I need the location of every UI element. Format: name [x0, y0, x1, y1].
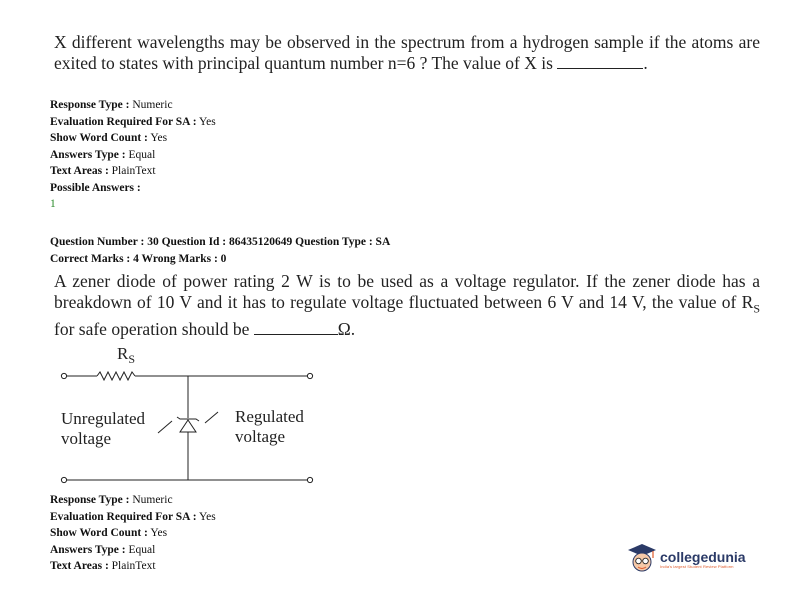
answer-blank-2 [254, 320, 338, 335]
question-1-suffix: . [643, 52, 648, 73]
regulated-voltage-label: voltage [235, 427, 286, 446]
answers-type-label: Answers Type : [50, 148, 126, 161]
evaluation-label: Evaluation Required For SA : [50, 115, 197, 128]
question-number-line: Question Number : 30 Question Id : 86435120649 Question Type : SA [50, 236, 391, 248]
question-1-body: X different wavelengths may be observed in the spectrum from a hydrogen sample if the atoms are exited to states with principal quantum number n=6 ? The value of X is [54, 32, 760, 73]
word-count-value: Yes [150, 132, 168, 144]
evaluation-label: Evaluation Required For SA : [50, 510, 197, 523]
evaluation-value: Yes [199, 510, 216, 523]
possible-answer-value: 1 [50, 198, 56, 210]
zener-regulator-circuit [55, 338, 325, 490]
response-type-label: Response Type : [50, 494, 130, 506]
word-count-label: Show Word Count : [50, 527, 148, 539]
evaluation-value: Yes [199, 115, 216, 128]
text-areas-label: Text Areas : [50, 165, 109, 177]
logo-tagline: India's largest Student Review Platform [660, 563, 734, 569]
answers-type-value: Equal [128, 148, 156, 161]
answers-type-value: Equal [128, 543, 156, 556]
question-2-metadata [50, 492, 216, 575]
question-2-body-end: for safe operation should be [54, 318, 254, 339]
word-count-value: Yes [150, 527, 168, 539]
text-areas-label: Text Areas : [50, 560, 109, 572]
response-type-value: Numeric [132, 494, 173, 506]
zener-diode-symbol [180, 420, 196, 432]
possible-answers-label: Possible Answers : [50, 181, 141, 194]
question-2-subscript: S [753, 301, 760, 315]
input-terminal-top [61, 373, 66, 378]
answer-blank [557, 54, 643, 69]
response-type-label: Response Type : [50, 99, 130, 111]
question-2-unit: Ω. [337, 318, 356, 339]
collegedunia-logo [627, 542, 746, 576]
response-type-value: Numeric [132, 99, 173, 111]
output-terminal-top [307, 373, 312, 378]
resistor-label: $R_S$ [117, 344, 136, 366]
output-terminal-bottom [307, 477, 312, 482]
mascot-icon [627, 542, 657, 576]
answers-type-label: Answers Type : [50, 543, 126, 556]
logo-name: collegedunia [660, 548, 746, 565]
question-1-text [54, 32, 760, 73]
question-1-metadata [50, 97, 216, 213]
text-areas-value: PlainText [111, 165, 156, 177]
question-2-info [50, 234, 390, 267]
input-terminal-bottom [61, 477, 66, 482]
question-2-body: A zener diode of power rating 2 W is to be used as a voltage regulator. If the zener diode has a breakdown of 10 V and it has to regulate voltage fluctuated between 6 V and 14 V, the value of R [54, 271, 760, 312]
resistor-symbol [97, 372, 135, 380]
question-2-text [54, 271, 760, 339]
word-count-label: Show Word Count : [50, 132, 148, 144]
text-areas-value: PlainText [111, 560, 156, 572]
regulated-label: Regulated [235, 407, 304, 426]
marks-line: Correct Marks : 4 Wrong Marks : 0 [50, 252, 227, 265]
unregulated-voltage-label: voltage [61, 429, 112, 448]
unregulated-label: Unregulated [61, 409, 146, 428]
